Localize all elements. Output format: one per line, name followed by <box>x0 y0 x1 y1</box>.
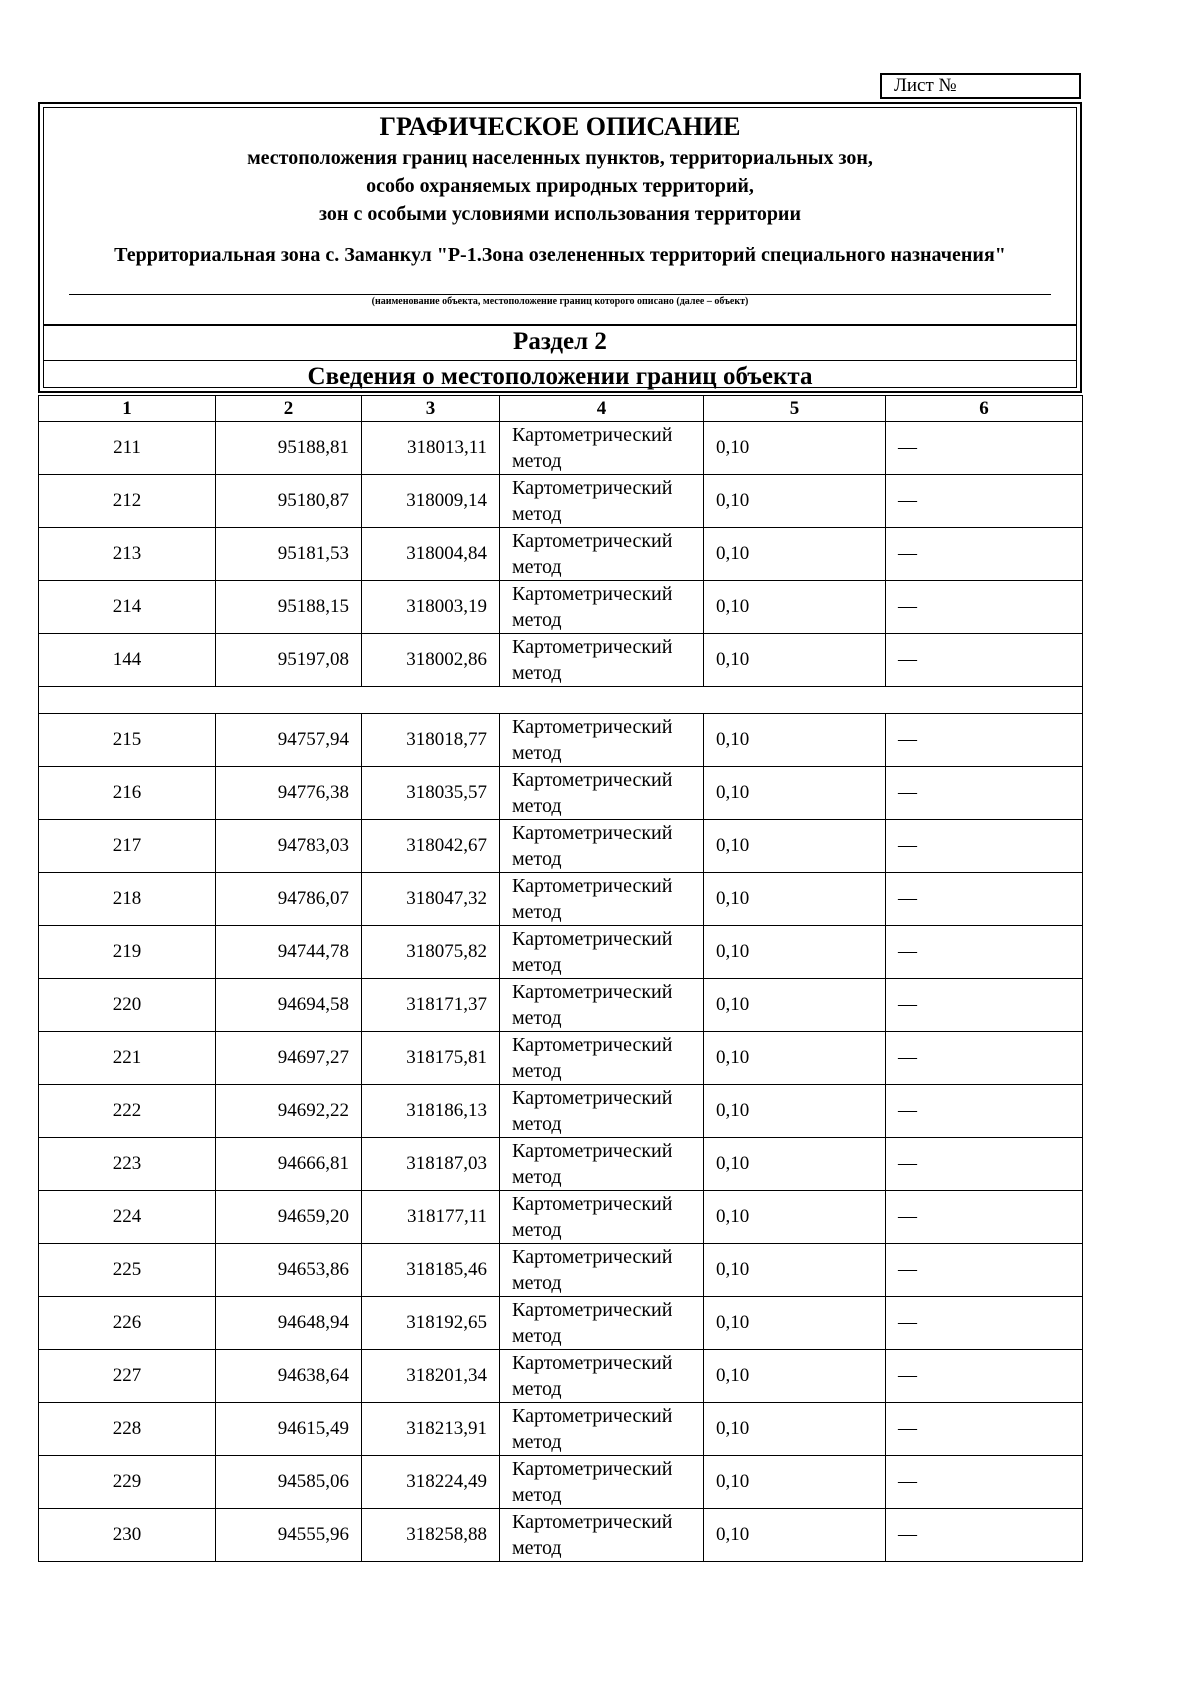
description-cell: — <box>886 528 1083 581</box>
point-number-cell: 220 <box>39 979 216 1032</box>
table-row <box>39 1509 1083 1562</box>
description-cell: — <box>886 1138 1083 1191</box>
x-coordinate-cell: 94585,06 <box>216 1456 362 1509</box>
accuracy-cell: 0,10 <box>704 634 886 687</box>
table-row <box>39 1085 1083 1138</box>
table-row <box>39 873 1083 926</box>
accuracy-cell: 0,10 <box>704 714 886 767</box>
x-coordinate-cell: 94692,22 <box>216 1085 362 1138</box>
table-row <box>39 581 1083 634</box>
description-cell: — <box>886 1403 1083 1456</box>
accuracy-cell: 0,10 <box>704 1085 886 1138</box>
method-cell: Картометрический метод <box>500 926 704 979</box>
table-row <box>39 979 1083 1032</box>
x-coordinate-cell: 95197,08 <box>216 634 362 687</box>
table-row <box>39 1350 1083 1403</box>
description-cell: — <box>886 1509 1083 1562</box>
table-row <box>39 714 1083 767</box>
description-cell: — <box>886 581 1083 634</box>
accuracy-cell: 0,10 <box>704 1403 886 1456</box>
section-title: Раздел 2 <box>513 328 607 355</box>
y-coordinate-cell: 318185,46 <box>362 1244 500 1297</box>
y-coordinate-cell: 318009,14 <box>362 475 500 528</box>
boundary-points-table <box>38 395 1083 1562</box>
point-number-cell: 225 <box>39 1244 216 1297</box>
x-coordinate-cell: 95180,87 <box>216 475 362 528</box>
table-row <box>39 926 1083 979</box>
method-cell: Картометрический метод <box>500 1509 704 1562</box>
method-cell: Картометрический метод <box>500 1032 704 1085</box>
point-number-cell: 215 <box>39 714 216 767</box>
point-number-cell: 214 <box>39 581 216 634</box>
accuracy-cell: 0,10 <box>704 475 886 528</box>
x-coordinate-cell: 94653,86 <box>216 1244 362 1297</box>
x-coordinate-cell: 94615,49 <box>216 1403 362 1456</box>
column-header-1: 1 <box>39 396 216 422</box>
description-cell: — <box>886 820 1083 873</box>
description-cell: — <box>886 873 1083 926</box>
accuracy-cell: 0,10 <box>704 1244 886 1297</box>
point-number-cell: 224 <box>39 1191 216 1244</box>
accuracy-cell: 0,10 <box>704 767 886 820</box>
table-row <box>39 1191 1083 1244</box>
column-header-3: 3 <box>362 396 500 422</box>
method-cell: Картометрический метод <box>500 1403 704 1456</box>
accuracy-cell: 0,10 <box>704 1297 886 1350</box>
method-cell: Картометрический метод <box>500 714 704 767</box>
y-coordinate-cell: 318201,34 <box>362 1350 500 1403</box>
table-row <box>39 820 1083 873</box>
point-number-cell: 223 <box>39 1138 216 1191</box>
accuracy-cell: 0,10 <box>704 1350 886 1403</box>
y-coordinate-cell: 318186,13 <box>362 1085 500 1138</box>
x-coordinate-cell: 94786,07 <box>216 873 362 926</box>
y-coordinate-cell: 318004,84 <box>362 528 500 581</box>
document-title: ГРАФИЧЕСКОЕ ОПИСАНИЕ <box>379 112 741 141</box>
method-cell: Картометрический метод <box>500 475 704 528</box>
description-cell: — <box>886 1297 1083 1350</box>
object-name-caption: (наименование объекта, местоположение границ которого описано (далее – объект) <box>371 296 749 307</box>
description-cell: — <box>886 1350 1083 1403</box>
table-row <box>39 1138 1083 1191</box>
description-cell: — <box>886 422 1083 475</box>
x-coordinate-cell: 94659,20 <box>216 1191 362 1244</box>
point-number-cell: 227 <box>39 1350 216 1403</box>
method-cell: Картометрический метод <box>500 1350 704 1403</box>
y-coordinate-cell: 318192,65 <box>362 1297 500 1350</box>
subtitle-line-2: особо охраняемых природных территорий, <box>366 175 754 197</box>
object-name-underline <box>69 294 1051 295</box>
description-cell: — <box>886 475 1083 528</box>
section-subdivider <box>44 360 1076 361</box>
table-row <box>39 1032 1083 1085</box>
x-coordinate-cell: 94638,64 <box>216 1350 362 1403</box>
method-cell: Картометрический метод <box>500 1297 704 1350</box>
contour-separator-row <box>39 687 1083 714</box>
method-cell: Картометрический метод <box>500 1191 704 1244</box>
point-number-cell: 228 <box>39 1403 216 1456</box>
point-number-cell: 211 <box>39 422 216 475</box>
table-row <box>39 528 1083 581</box>
y-coordinate-cell: 318177,11 <box>362 1191 500 1244</box>
description-cell: — <box>886 634 1083 687</box>
accuracy-cell: 0,10 <box>704 581 886 634</box>
x-coordinate-cell: 94666,81 <box>216 1138 362 1191</box>
method-cell: Картометрический метод <box>500 1085 704 1138</box>
description-cell: — <box>886 1244 1083 1297</box>
point-number-cell: 217 <box>39 820 216 873</box>
y-coordinate-cell: 318042,67 <box>362 820 500 873</box>
point-number-cell: 219 <box>39 926 216 979</box>
accuracy-cell: 0,10 <box>704 926 886 979</box>
y-coordinate-cell: 318171,37 <box>362 979 500 1032</box>
method-cell: Картометрический метод <box>500 767 704 820</box>
description-cell: — <box>886 926 1083 979</box>
y-coordinate-cell: 318013,11 <box>362 422 500 475</box>
description-cell: — <box>886 1085 1083 1138</box>
x-coordinate-cell: 94757,94 <box>216 714 362 767</box>
x-coordinate-cell: 95181,53 <box>216 528 362 581</box>
description-cell: — <box>886 979 1083 1032</box>
y-coordinate-cell: 318175,81 <box>362 1032 500 1085</box>
point-number-cell: 222 <box>39 1085 216 1138</box>
table-body <box>39 396 1083 1562</box>
x-coordinate-cell: 94697,27 <box>216 1032 362 1085</box>
method-cell: Картометрический метод <box>500 581 704 634</box>
method-cell: Картометрический метод <box>500 634 704 687</box>
description-cell: — <box>886 1191 1083 1244</box>
method-cell: Картометрический метод <box>500 873 704 926</box>
method-cell: Картометрический метод <box>500 1138 704 1191</box>
y-coordinate-cell: 318003,19 <box>362 581 500 634</box>
section-divider <box>44 324 1076 326</box>
y-coordinate-cell: 318258,88 <box>362 1509 500 1562</box>
y-coordinate-cell: 318213,91 <box>362 1403 500 1456</box>
accuracy-cell: 0,10 <box>704 820 886 873</box>
description-cell: — <box>886 1456 1083 1509</box>
description-cell: — <box>886 767 1083 820</box>
point-number-cell: 229 <box>39 1456 216 1509</box>
accuracy-cell: 0,10 <box>704 1191 886 1244</box>
y-coordinate-cell: 318035,57 <box>362 767 500 820</box>
y-coordinate-cell: 318047,32 <box>362 873 500 926</box>
accuracy-cell: 0,10 <box>704 1032 886 1085</box>
table-row <box>39 1403 1083 1456</box>
header-inner-frame <box>43 107 1077 388</box>
point-number-cell: 221 <box>39 1032 216 1085</box>
point-number-cell: 230 <box>39 1509 216 1562</box>
document-header <box>38 102 1082 393</box>
x-coordinate-cell: 94648,94 <box>216 1297 362 1350</box>
contour-separator-cell <box>39 687 1083 714</box>
description-cell: — <box>886 714 1083 767</box>
table-row <box>39 767 1083 820</box>
sheet-number-box <box>880 73 1081 99</box>
x-coordinate-cell: 94776,38 <box>216 767 362 820</box>
section-subtitle: Сведения о местоположении границ объекта <box>307 363 813 390</box>
subtitle-line-3: зон с особыми условиями использования территории <box>319 203 801 225</box>
accuracy-cell: 0,10 <box>704 422 886 475</box>
point-number-cell: 218 <box>39 873 216 926</box>
x-coordinate-cell: 94744,78 <box>216 926 362 979</box>
x-coordinate-cell: 95188,15 <box>216 581 362 634</box>
y-coordinate-cell: 318002,86 <box>362 634 500 687</box>
method-cell: Картометрический метод <box>500 1244 704 1297</box>
accuracy-cell: 0,10 <box>704 1456 886 1509</box>
y-coordinate-cell: 318187,03 <box>362 1138 500 1191</box>
table-row <box>39 1244 1083 1297</box>
table-row <box>39 422 1083 475</box>
y-coordinate-cell: 318224,49 <box>362 1456 500 1509</box>
method-cell: Картометрический метод <box>500 820 704 873</box>
point-number-cell: 144 <box>39 634 216 687</box>
accuracy-cell: 0,10 <box>704 1509 886 1562</box>
accuracy-cell: 0,10 <box>704 528 886 581</box>
accuracy-cell: 0,10 <box>704 873 886 926</box>
object-name: Территориальная зона с. Заманкул "Р-1.Зона озелененных территорий специального назначения" <box>114 244 1006 266</box>
table-row <box>39 1456 1083 1509</box>
accuracy-cell: 0,10 <box>704 979 886 1032</box>
table-row <box>39 634 1083 687</box>
point-number-cell: 216 <box>39 767 216 820</box>
accuracy-cell: 0,10 <box>704 1138 886 1191</box>
column-header-4: 4 <box>500 396 704 422</box>
description-cell: — <box>886 1032 1083 1085</box>
x-coordinate-cell: 94555,96 <box>216 1509 362 1562</box>
method-cell: Картометрический метод <box>500 422 704 475</box>
x-coordinate-cell: 94783,03 <box>216 820 362 873</box>
column-header-5: 5 <box>704 396 886 422</box>
point-number-cell: 226 <box>39 1297 216 1350</box>
y-coordinate-cell: 318018,77 <box>362 714 500 767</box>
subtitle-line-1: местоположения границ населенных пунктов, территориальных зон, <box>247 147 873 169</box>
point-number-cell: 212 <box>39 475 216 528</box>
y-coordinate-cell: 318075,82 <box>362 926 500 979</box>
table-header-row <box>39 396 1083 422</box>
x-coordinate-cell: 94694,58 <box>216 979 362 1032</box>
method-cell: Картометрический метод <box>500 1456 704 1509</box>
method-cell: Картометрический метод <box>500 528 704 581</box>
x-coordinate-cell: 95188,81 <box>216 422 362 475</box>
table-row <box>39 475 1083 528</box>
point-number-cell: 213 <box>39 528 216 581</box>
column-header-6: 6 <box>886 396 1083 422</box>
method-cell: Картометрический метод <box>500 979 704 1032</box>
table-row <box>39 1297 1083 1350</box>
column-header-2: 2 <box>216 396 362 422</box>
sheet-number-label: Лист № <box>894 75 957 96</box>
